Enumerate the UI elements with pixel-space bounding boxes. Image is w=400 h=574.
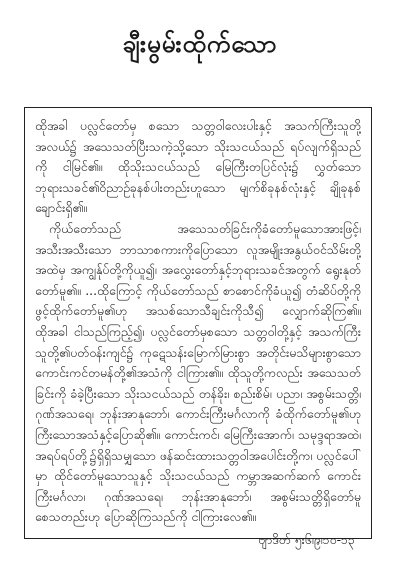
scripture-reference: ဗျာဒိတ် ၅း၆၊၉၊၁၀-၁၃ <box>258 531 355 547</box>
scripture-box <box>24 107 372 547</box>
page-title: ချီးမွမ်းထိုက်သော <box>122 30 278 58</box>
scripture-paragraph-1: ထိုအခါ ပလ္လင်တော်မှ စသော သတ္တဝါလေးပါးနှင့် အသက်ကြီးသူတို့ အလယ်၌ အသေသတ်ပြီးသကဲ့သို့သော သိုးသငယ်သည် ရပ်လျက်ရှိသည်ကို ငါမြင်၏။ ထိုသိုးသငယ်သည် မြေကြီးတပြင်လုံး၌ လွှတ်သော ဘုရားသခင်၏ဝိညာဉ်ခုနစ်ပါးတည်းဟူသော မျက်စိခုနစ်လုံးနှင့် ချိုခုနစ်ချောင်းရှိ၏။ <box>35 118 361 216</box>
scripture-paragraph-2: ကိုယ်တော်သည် အသေသတ်ခြင်းကိုခံတော်မူသောအားဖြင့်၊ အသီးအသီးသော ဘာသာစကားကိုပြောသော လူအမျိုးအနွယ်ဝင်သိမ်းတို့အထဲမှ အကျွန်ုပ်တို့ကိုယူ၍၊ အလွှေးတော်နှင့်ဘုရားသခင်အတွက် ရွေးနုတ်တော်မူ၏။ ...ထိုကြောင့် ကိုယ်တော်သည် စာစောင်ကိုခံယူ၍ တံဆိပ်တို့ကိုဖွင့်ထိုက်တော်မူ၏ဟု အသစ်သောသီချင်းကိုသီ၍ လျှောက်ဆိုကြ၏။ ထိုအခါ ငါသည်ကြည့်၍၊ ပလ္လင်တော်မှစသော သတ္တဝါတို့နှင့် အသက်ကြီးသူတို့၏ပတ်ဝန်းကျင်၌ ကုဋေသန်းမြောက်မြားစွာ အတိုင်းမသိများစွာသော ကောင်းကင်တမန်တို့၏အသံကို ငါကြား၏။ ထိုသူတို့ကလည်း အသေသတ်ခြင်းကို ခံခဲ့ပြီးသော သိုးသငယ်သည် တန်ခိုး၊ စည်းစိမ်၊ ပညာ၊ အစွမ်းသတ္တိ၊ ဂုဏ်အသရေ၊ ဘုန်းအာနုဘော်၊ ကောင်းကြီးမင်္ဂလာကို ခံထိုက်တော်မူ၏ဟု ကြီးသောအသံနှင့်ပြောဆို၏။ ကောင်းကင်၊ မြေကြီးအောက်၊ သမုဒ္ဒရာအထဲ၊ အရပ်ရပ်တို့၌ရှိရှိသမျှသော ဖန်ဆင်းထားသတ္တဝါအပေါင်းတို့က၊ ပလ္လင်ပေါ်မှာ ထိုင်တော်မူသောသူနှင့် သိုးသငယ်သည် ကမ္ဘာအဆက်ဆက် ကောင်းကြီးမင်္ဂလာ၊ ဂုဏ်အသရေ၊ ဘုန်းအာနုဘော်၊ အစွမ်းသတ္တိရှိတော်မူစေသတည်းဟု ပြောဆိုကြသည်ကို ငါကြားလေ၏။ <box>35 220 362 525</box>
